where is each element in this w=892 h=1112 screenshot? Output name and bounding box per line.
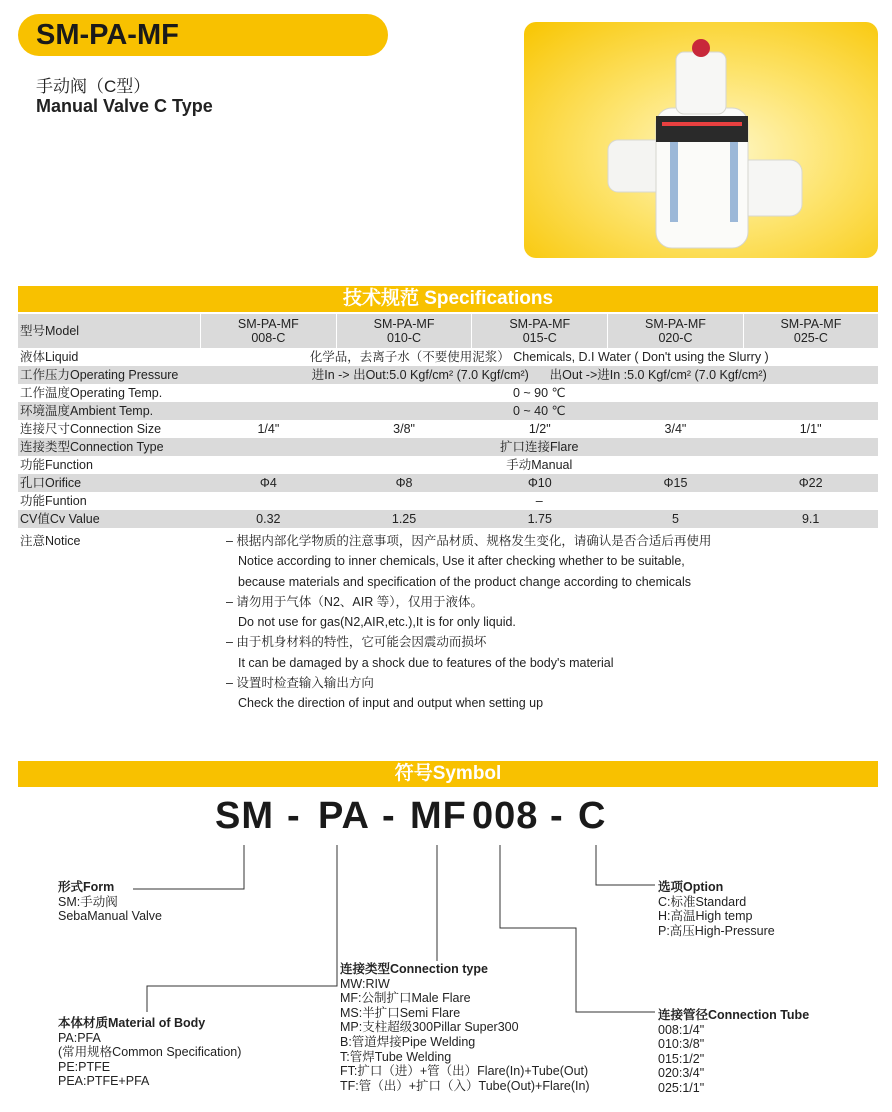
function-value: 手动Manual <box>506 458 573 472</box>
conn-size-cell: 1/4" <box>257 422 280 436</box>
conn-type-line: MS:半扩口Semi Flare <box>340 1005 461 1020</box>
conn-type-label: 连接类型Connection Type <box>18 438 201 456</box>
conn-type-line: FT:扩口（进）+管（出）Flare(In)+Tube(Out) <box>340 1064 589 1079</box>
notice-line: Do not use for gas(N2,AIR,etc.),It is for only liquid. <box>238 615 516 630</box>
model-020: SM-PA-MF 020-C <box>608 314 744 348</box>
cv-cell: 5 <box>608 510 744 528</box>
code-dash: - <box>287 795 301 837</box>
liquid-value: 化学品，去离子水（不要使用泥浆） Chemicals, D.I Water ( Don't using the Slurry ) <box>309 350 769 364</box>
notice-line: Check the direction of input and output when setting up <box>238 696 544 711</box>
conn-type-line: TF:管（出）+扩口（入）Tube(Out)+Flare(In) <box>340 1078 590 1093</box>
form-line: SM:手动阀 <box>58 894 118 909</box>
material-line: (常用规格Common Specification) <box>58 1045 242 1060</box>
model-label: 型号Model <box>18 314 201 348</box>
orifice-cell: Φ15 <box>608 474 744 492</box>
model-010: SM-PA-MF 010-C <box>336 314 472 348</box>
conn-type-line: T:管焊Tube Welding <box>340 1049 452 1064</box>
notice-line: – 根据内部化学物质的注意事项，因产品材质、规格发生变化，请确认是否合适后再使用 <box>226 534 712 548</box>
model-008: SM-PA-MF 008-C <box>201 314 337 348</box>
conn-type-line: MW:RIW <box>340 976 390 991</box>
form-title: 形式Form <box>58 880 115 894</box>
cv-label: CV值Cv Value <box>18 510 201 528</box>
funtion-value: – <box>535 494 543 508</box>
orifice-cell: Φ22 <box>743 474 878 492</box>
material-line: PE:PTFE <box>58 1059 111 1074</box>
conn-size-cell: 1/1" <box>799 422 822 436</box>
tube-line: 008:1/4" <box>658 1022 705 1037</box>
notice-line: It can be damaged by a shock due to features of the body's material <box>238 655 614 670</box>
conn-size-label: 连接尺寸Connection Size <box>20 422 162 436</box>
material-line: PEA:PTFE+PFA <box>58 1074 150 1089</box>
code-mf: MF <box>410 795 467 837</box>
model-code: SM-PA-MF <box>36 19 179 51</box>
tube-line: 020:3/4" <box>658 1066 705 1081</box>
tube-line: 010:3/8" <box>658 1037 705 1052</box>
amb-temp-label: 环境温度Ambient Temp. <box>18 402 201 420</box>
conn-type-title: 连接类型Connection type <box>340 962 488 976</box>
conn-type-line: MP:支柱超级300Pillar Super300 <box>340 1020 519 1035</box>
orifice-cell: Φ10 <box>472 474 608 492</box>
op-temp-value: 0 ~ 90 ℃ <box>512 386 566 400</box>
notice-line: – 设置时检查输入输出方向 <box>226 676 374 691</box>
conn-size-cell: 3/4" <box>664 422 687 436</box>
option-title: 选项Option <box>658 880 724 894</box>
model-015: SM-PA-MF 015-C <box>472 314 608 348</box>
material-line: PA:PFA <box>58 1030 101 1045</box>
subtitle-cn: 手动阀（C型） <box>36 77 151 96</box>
option-block <box>658 880 775 938</box>
tube-title: 连接管径Connection Tube <box>658 1008 810 1022</box>
tube-line: 025:1/1" <box>658 1080 705 1095</box>
tube-block <box>658 1008 809 1096</box>
function-label: 功能Function <box>20 458 93 472</box>
orifice-cell: Φ4 <box>201 474 337 492</box>
subtitle-en: Manual Valve C Type <box>36 96 213 116</box>
cv-cell: 9.1 <box>743 510 878 528</box>
notice-line: – 由于机身材料的特性，它可能会因震动而损坏 <box>226 635 487 650</box>
conn-size-cell: 3/8" <box>393 422 415 436</box>
liquid-label: 液体Liquid <box>20 350 79 364</box>
notice-line: because materials and specification of the product change according to chemicals <box>238 574 692 589</box>
code-pa: PA <box>318 795 370 837</box>
code-dash: - <box>382 795 396 837</box>
notice-line: – 请勿用于气体（N2、AIR 等），仅用于液体。 <box>226 594 483 609</box>
code-size: 008 <box>472 795 539 837</box>
cv-cell: 0.32 <box>201 510 337 528</box>
op-temp-label: 工作温度Operating Temp. <box>20 386 163 400</box>
material-block <box>58 1016 241 1089</box>
notice-label: 注意Notice <box>20 534 81 548</box>
notice-line: Notice according to inner chemicals, Use it after checking whether to be suitable, <box>238 554 685 569</box>
option-line: C:标准Standard <box>658 894 747 909</box>
pressure-value: 进In -> 出Out:5.0 Kgf/cm² (7.0 Kgf/cm²) 出Out ->进In :5.0 Kgf/cm² (7.0 Kgf/cm²) <box>201 366 879 384</box>
cv-cell: 1.25 <box>336 510 472 528</box>
conn-type-block <box>340 962 590 1093</box>
symbol-section-title: 符号Symbol <box>18 761 878 787</box>
amb-temp-value: 0 ~ 40 ℃ <box>201 402 879 420</box>
conn-size-cell: 1/2" <box>528 422 551 436</box>
option-line: H:高温High temp <box>658 909 753 924</box>
model-025: SM-PA-MF 025-C <box>743 314 878 348</box>
cv-cell: 1.75 <box>472 510 608 528</box>
form-line: SebaManual Valve <box>58 909 163 924</box>
conn-type-line: B:管道焊接Pipe Welding <box>340 1034 476 1049</box>
option-line: P:高压High-Pressure <box>658 923 775 938</box>
conn-type-line: MF:公制扩口Male Flare <box>340 991 471 1006</box>
orifice-label: 孔口Orifice <box>18 474 201 492</box>
material-title: 本体材质Material of Body <box>58 1016 206 1030</box>
code-sm: SM <box>215 795 274 837</box>
funtion-label: 功能Funtion <box>20 494 87 508</box>
conn-type-value: 扩口连接Flare <box>201 438 879 456</box>
code-dash: - <box>550 795 564 837</box>
tube-line: 015:1/2" <box>658 1051 705 1066</box>
form-block <box>58 880 162 924</box>
pressure-label: 工作压力Operating Pressure <box>18 366 201 384</box>
code-option: C <box>578 795 607 837</box>
orifice-cell: Φ8 <box>336 474 472 492</box>
spec-section-title: 技术规范 Specifications <box>18 286 878 312</box>
